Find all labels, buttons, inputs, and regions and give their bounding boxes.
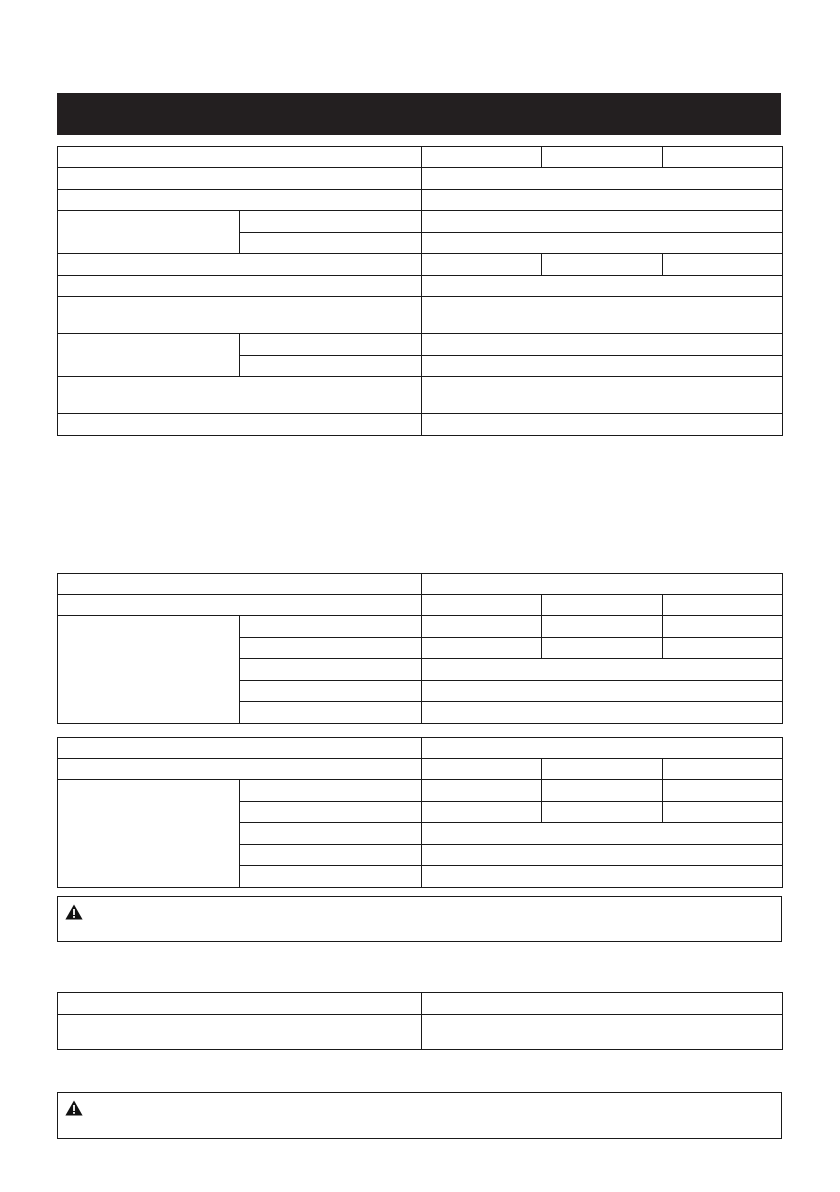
warning-triangle-icon xyxy=(65,1100,83,1116)
vibration-table xyxy=(57,992,783,1050)
table-cell xyxy=(240,638,422,659)
table-cell xyxy=(542,616,663,638)
table-cell xyxy=(422,276,783,297)
table-cell xyxy=(58,780,240,888)
table-row xyxy=(58,377,783,414)
table-cell xyxy=(58,297,422,334)
table-cell xyxy=(422,414,783,436)
table-row xyxy=(58,168,783,190)
table-row xyxy=(58,780,783,802)
table-row xyxy=(58,1015,783,1050)
specifications-table xyxy=(57,146,783,436)
table-cell xyxy=(542,780,663,802)
table-cell xyxy=(58,190,422,211)
table-cell xyxy=(542,638,663,659)
table-cell xyxy=(58,738,422,759)
table-cell xyxy=(240,780,422,802)
table-cell xyxy=(58,168,422,190)
table-row xyxy=(58,276,783,297)
noise-table xyxy=(57,573,783,724)
table-cell xyxy=(422,595,542,616)
table-cell xyxy=(240,233,422,254)
table-cell xyxy=(422,190,783,211)
table-cell xyxy=(240,356,422,377)
table-cell xyxy=(663,616,783,638)
table-cell xyxy=(240,845,422,866)
table-cell xyxy=(422,168,783,190)
table-cell xyxy=(58,414,422,436)
table-row xyxy=(58,147,783,168)
table-cell xyxy=(422,1015,783,1050)
table-cell xyxy=(58,1015,422,1050)
table-cell xyxy=(240,802,422,823)
noise-table-2 xyxy=(57,737,783,888)
table-cell xyxy=(422,993,783,1015)
table-row xyxy=(58,595,783,616)
table-cell xyxy=(58,595,422,616)
table-cell xyxy=(422,334,783,356)
table-cell xyxy=(240,616,422,638)
table-row xyxy=(58,297,783,334)
table-row xyxy=(58,993,783,1015)
table-cell xyxy=(58,377,422,414)
table-cell xyxy=(422,377,783,414)
table-cell xyxy=(240,211,422,233)
table-cell xyxy=(422,659,783,681)
table-row xyxy=(58,616,783,638)
table-cell xyxy=(422,574,783,595)
table-row xyxy=(58,190,783,211)
table-row xyxy=(58,414,783,436)
table-cell xyxy=(542,759,663,780)
table-cell xyxy=(663,147,783,168)
table-cell xyxy=(58,993,422,1015)
table-cell xyxy=(58,616,240,724)
table-row xyxy=(58,738,783,759)
table-cell xyxy=(542,802,663,823)
table-cell xyxy=(663,254,783,276)
table-cell xyxy=(58,334,240,377)
table-row xyxy=(58,254,783,276)
table-cell xyxy=(542,595,663,616)
warning-box xyxy=(57,896,782,942)
table-row xyxy=(58,759,783,780)
table-cell xyxy=(542,254,663,276)
table-cell xyxy=(58,147,422,168)
table-cell xyxy=(422,866,783,888)
table-cell xyxy=(422,823,783,845)
table-cell xyxy=(422,254,542,276)
table-row xyxy=(58,211,783,233)
table-row xyxy=(58,334,783,356)
table-cell xyxy=(663,802,783,823)
table-cell xyxy=(422,147,542,168)
table-cell xyxy=(58,759,422,780)
cropped-text-strip xyxy=(0,1186,840,1192)
table-cell xyxy=(422,802,542,823)
table-cell xyxy=(240,659,422,681)
table-cell xyxy=(542,147,663,168)
section-header-band xyxy=(57,93,781,135)
table-cell xyxy=(58,574,422,595)
table-cell xyxy=(240,823,422,845)
table-cell xyxy=(422,356,783,377)
warning-box xyxy=(57,1092,782,1139)
table-cell xyxy=(240,702,422,724)
table-cell xyxy=(422,616,542,638)
table-cell xyxy=(240,681,422,702)
table-row xyxy=(58,574,783,595)
table-cell xyxy=(240,866,422,888)
table-cell xyxy=(663,595,783,616)
table-cell xyxy=(422,211,783,233)
table-cell xyxy=(663,759,783,780)
table-cell xyxy=(422,638,542,659)
table-cell xyxy=(58,254,422,276)
table-cell xyxy=(422,759,542,780)
table-cell xyxy=(422,780,542,802)
table-cell xyxy=(240,334,422,356)
table-cell xyxy=(422,233,783,254)
table-cell xyxy=(422,845,783,866)
table-cell xyxy=(422,738,783,759)
table-cell xyxy=(58,211,240,254)
table-cell xyxy=(422,297,783,334)
table-cell xyxy=(58,276,422,297)
table-cell xyxy=(663,638,783,659)
table-cell xyxy=(422,702,783,724)
warning-triangle-icon xyxy=(65,904,83,920)
table-cell xyxy=(663,780,783,802)
table-cell xyxy=(422,681,783,702)
